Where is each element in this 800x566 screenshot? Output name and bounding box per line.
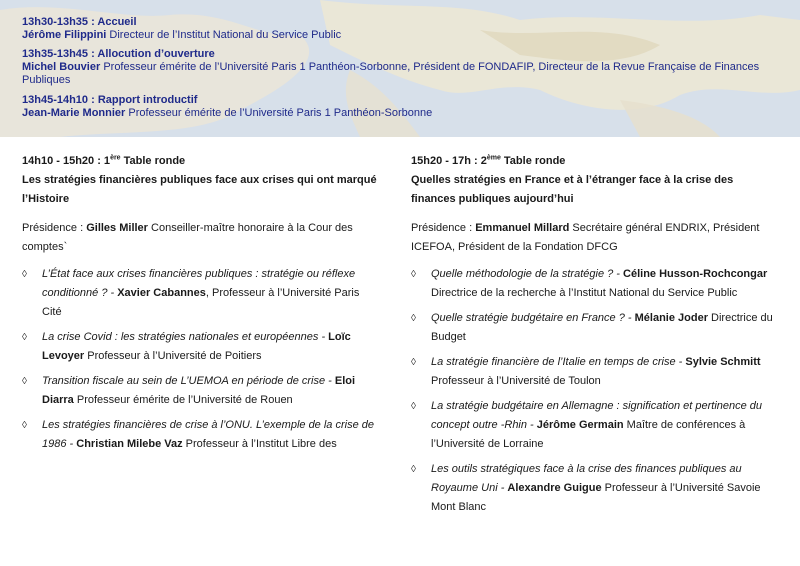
diamond-bullet-icon: ◊ bbox=[411, 313, 416, 324]
talk-speaker: Sylvie Schmitt bbox=[685, 356, 761, 368]
speaker-role: Professeur émérite de l’Université Paris 1 Panthéon-Sorbonne, Président de FONDAFIP, Directeur de la Revue Française de Finances Publiques bbox=[22, 61, 760, 86]
round-table-title: Quelles stratégies en France et à l’étranger face à la crise des finances publiques aujourd’hui bbox=[411, 174, 734, 205]
talk-list bbox=[411, 265, 776, 517]
time-prefix: 15h20 - 17h : 2 bbox=[411, 155, 487, 167]
agenda-time: 13h45-14h10 : Rapport introductif bbox=[22, 94, 198, 106]
header-banner bbox=[0, 0, 800, 137]
talk-role: Professeur émérite de l’Université de Rouen bbox=[73, 394, 293, 406]
diamond-bullet-icon: ◊ bbox=[411, 357, 416, 368]
pres-name: Emmanuel Millard bbox=[475, 222, 570, 234]
speaker-name: Michel Bouvier bbox=[22, 61, 101, 73]
talk-title: L’État face aux crises financières publiques : stratégie ou réflexe conditionné ? - bbox=[42, 268, 356, 299]
talk-role: Directrice de la recherche à l’Institut National du Service Public bbox=[431, 287, 738, 299]
diamond-bullet-icon: ◊ bbox=[22, 332, 27, 343]
diamond-bullet-icon: ◊ bbox=[411, 401, 416, 412]
speaker-role: Professeur émérite de l’Université Paris 1 Panthéon-Sorbonne bbox=[128, 107, 433, 119]
round-table-1 bbox=[22, 152, 377, 460]
talk-title: Transition fiscale au sein de L’UEMOA en période de crise - bbox=[42, 375, 335, 387]
talk-role: , Professeur à l’Université Paris Cité bbox=[42, 287, 360, 318]
time-sup: ème bbox=[486, 154, 501, 162]
round-table-title: Les stratégies financières publiques face aux crises qui ont marqué l’Histoire bbox=[22, 174, 377, 205]
time-sup: ère bbox=[110, 154, 121, 162]
talk-item bbox=[22, 416, 377, 454]
talk-role: Maître de conférences à l’Université de Lorraine bbox=[431, 419, 746, 450]
talk-item bbox=[411, 265, 776, 303]
presidence bbox=[22, 219, 377, 257]
talk-item bbox=[22, 328, 377, 366]
speaker-name: Jérôme Filippini bbox=[22, 29, 107, 41]
talk-title: La crise Covid : les stratégies nationales et européennes - bbox=[42, 331, 329, 343]
talk-title: Les stratégies financières de crise à l’ONU. L’exemple de la crise de 1986 - bbox=[42, 419, 374, 450]
talk-role: Professeur à l’Université de Toulon bbox=[431, 375, 601, 387]
agenda-allocution bbox=[22, 48, 762, 87]
talk-item bbox=[22, 265, 377, 322]
talk-item bbox=[411, 309, 776, 347]
talk-speaker: Loïc Levoyer bbox=[42, 331, 351, 362]
round-table-time bbox=[22, 152, 377, 171]
talk-role: Directrice du Budget bbox=[431, 312, 773, 343]
talk-speaker: Christian Milebe Vaz bbox=[76, 438, 183, 450]
agenda-time: 13h35-13h45 : Allocution d’ouverture bbox=[22, 48, 215, 60]
diamond-bullet-icon: ◊ bbox=[22, 420, 27, 431]
pres-name: Gilles Miller bbox=[86, 222, 148, 234]
talk-list bbox=[22, 265, 377, 454]
pres-label: Présidence : bbox=[22, 222, 87, 234]
talk-speaker: Alexandre Guigue bbox=[507, 482, 602, 494]
diamond-bullet-icon: ◊ bbox=[411, 464, 416, 475]
round-table-2 bbox=[411, 152, 776, 523]
talk-item bbox=[411, 397, 776, 454]
talk-role: Professeur à l’Institut Libre des bbox=[182, 438, 337, 450]
talk-item bbox=[22, 372, 377, 410]
talk-speaker: Jérôme Germain bbox=[536, 419, 624, 431]
diamond-bullet-icon: ◊ bbox=[22, 376, 27, 387]
presidence bbox=[411, 219, 776, 257]
talk-speaker: Mélanie Joder bbox=[634, 312, 708, 324]
time-suffix: Table ronde bbox=[500, 155, 566, 167]
pres-role: Secrétaire général ENDRIX, Président ICEFOA, Président de la Fondation DFCG bbox=[411, 222, 760, 253]
round-table-time bbox=[411, 152, 776, 171]
talk-title: Quelle stratégie budgétaire en France ? - bbox=[431, 312, 635, 324]
diamond-bullet-icon: ◊ bbox=[22, 269, 27, 280]
talk-title: Les outils stratégiques face à la crise des finances publiques au Royaume Uni - bbox=[431, 463, 742, 494]
talk-speaker: Xavier Cabannes bbox=[117, 287, 206, 299]
talk-speaker: Céline Husson-Rochcongar bbox=[623, 268, 768, 280]
talk-item bbox=[411, 353, 776, 391]
talk-title: Quelle méthodologie de la stratégie ? - bbox=[431, 268, 624, 280]
pres-label: Présidence : bbox=[411, 222, 476, 234]
time-suffix: Table ronde bbox=[120, 155, 186, 167]
talk-role: Professeur à l’Université Savoie Mont Blanc bbox=[431, 482, 761, 513]
agenda-accueil bbox=[22, 16, 341, 42]
speaker-role: Directeur de l’Institut National du Service Public bbox=[109, 29, 342, 41]
agenda-time: 13h30-13h35 : Accueil bbox=[22, 16, 137, 28]
talk-title: La stratégie financière de l’Italie en temps de crise - bbox=[431, 356, 686, 368]
speaker-name: Jean-Marie Monnier bbox=[22, 107, 126, 119]
talk-role: Professeur à l’Université de Poitiers bbox=[84, 350, 262, 362]
talk-speaker: Eloi Diarra bbox=[42, 375, 356, 406]
time-prefix: 14h10 - 15h20 : 1 bbox=[22, 155, 111, 167]
pres-role: Conseiller-maître honoraire à la Cour des comptes` bbox=[22, 222, 353, 253]
talk-item bbox=[411, 460, 776, 517]
agenda-rapport bbox=[22, 94, 432, 120]
talk-title: La stratégie budgétaire en Allemagne : signification et pertinence du concept outre -Rhin - bbox=[431, 400, 763, 431]
diamond-bullet-icon: ◊ bbox=[411, 269, 416, 280]
